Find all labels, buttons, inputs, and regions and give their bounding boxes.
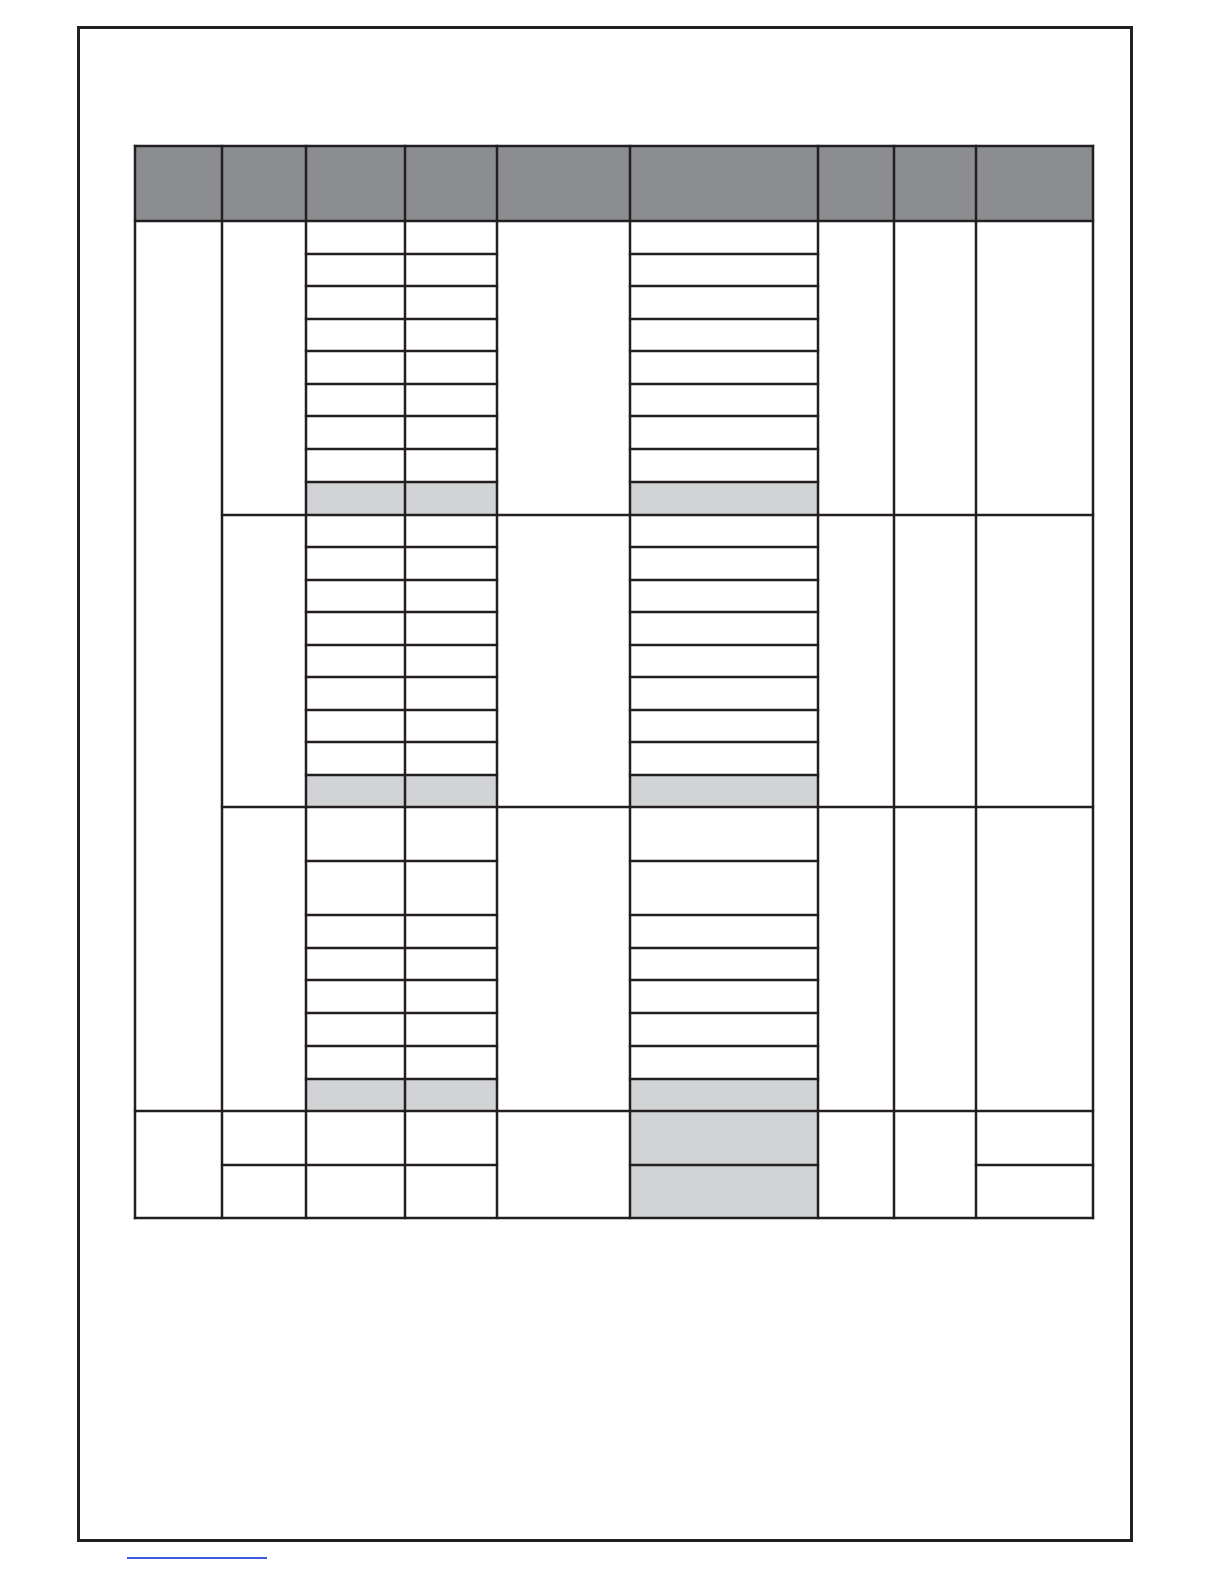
subtotal-row: [306, 482, 497, 515]
subtotal-row: [630, 482, 818, 515]
footer-rule: [127, 1557, 267, 1559]
subtotal-row: [306, 1079, 497, 1111]
subtotal-row: [306, 775, 497, 807]
header-row: [135, 146, 1093, 221]
subtotal-row: [630, 775, 818, 807]
subtotal-row: [630, 1079, 818, 1111]
